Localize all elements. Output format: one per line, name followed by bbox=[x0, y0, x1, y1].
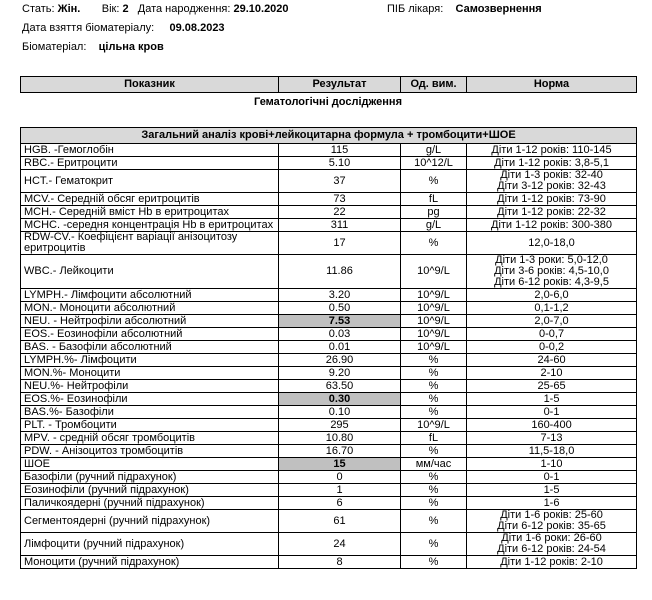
section-title: Гематологічні дослідження bbox=[254, 96, 402, 108]
table-row bbox=[21, 393, 637, 406]
age-label: Вік: bbox=[101, 3, 120, 15]
norm-line: Діти 1-3 років: 32-40 bbox=[500, 169, 603, 181]
column-header-result: Результат bbox=[279, 77, 401, 93]
norm-line: Діти 1-12 років: 73-90 bbox=[497, 192, 606, 205]
table-row bbox=[21, 170, 637, 193]
sex-label: Стать: bbox=[22, 3, 55, 15]
norm-value bbox=[467, 510, 637, 533]
unit-value: 10^9/L bbox=[401, 341, 467, 354]
result-value: 0.50 bbox=[279, 302, 401, 315]
result-value: 37 bbox=[279, 170, 401, 193]
norm-line: 2,0-6,0 bbox=[534, 288, 569, 301]
indicator-name: ШОЕ bbox=[21, 458, 279, 471]
norm-line: 11,5-18,0 bbox=[528, 444, 575, 457]
unit-value: % bbox=[401, 445, 467, 458]
sample-date-label: Дата взяття біоматеріалу: bbox=[22, 22, 155, 34]
indicator-name: Паличкоядерні (ручний підрахунок) bbox=[21, 497, 279, 510]
norm-value bbox=[467, 406, 637, 419]
result-value: 7.53 bbox=[279, 315, 401, 328]
result-value: 9.20 bbox=[279, 367, 401, 380]
table-row bbox=[21, 157, 637, 170]
norm-line: Діти 6-12 років: 24-54 bbox=[497, 543, 606, 555]
norm-line: Діти 1-12 років: 3,8-5,1 bbox=[494, 156, 609, 169]
unit-value: % bbox=[401, 393, 467, 406]
unit-value: % bbox=[401, 406, 467, 419]
norm-line: 2-10 bbox=[540, 366, 563, 379]
norm-value bbox=[467, 157, 637, 170]
result-value: 0 bbox=[279, 471, 401, 484]
norm-line: 1-5 bbox=[543, 392, 560, 405]
table-row bbox=[21, 471, 637, 484]
indicator-name: NEU.%- Нейтрофіли bbox=[21, 380, 279, 393]
result-value: 5.10 bbox=[279, 157, 401, 170]
result-value: 61 bbox=[279, 510, 401, 533]
norm-value bbox=[467, 255, 637, 289]
indicator-name: Лімфоцити (ручний підрахунок) bbox=[21, 533, 279, 556]
results-table bbox=[20, 127, 637, 569]
table-row bbox=[21, 341, 637, 354]
norm-line: 0,1-1,2 bbox=[534, 301, 569, 314]
column-header-unit: Од. вим. bbox=[401, 77, 467, 93]
norm-value bbox=[467, 393, 637, 406]
norm-line: 2,0-7,0 bbox=[534, 314, 569, 327]
unit-value: 10^9/L bbox=[401, 419, 467, 432]
dob-value: 29.10.2020 bbox=[233, 3, 289, 15]
norm-value bbox=[467, 144, 637, 157]
age-value: 2 bbox=[122, 3, 129, 15]
indicator-name: PDW. - Анізоцитоз тромбоцитів bbox=[21, 445, 279, 458]
table-row bbox=[21, 219, 637, 232]
unit-value: 10^9/L bbox=[401, 302, 467, 315]
table-row bbox=[21, 315, 637, 328]
unit-value: pg bbox=[401, 206, 467, 219]
unit-value: 10^12/L bbox=[401, 157, 467, 170]
unit-value: % bbox=[401, 354, 467, 367]
column-header-name: Показник bbox=[21, 77, 279, 93]
biomaterial-label: Біоматеріал: bbox=[22, 41, 87, 53]
result-value: 3.20 bbox=[279, 289, 401, 302]
result-value: 63.50 bbox=[279, 380, 401, 393]
norm-value bbox=[467, 193, 637, 206]
indicator-name: RBC.- Еритроцити bbox=[21, 157, 279, 170]
norm-value bbox=[467, 170, 637, 193]
norm-line: Діти 1-6 роки: 26-60 bbox=[501, 532, 602, 544]
indicator-name: MON.- Моноцити абсолютний bbox=[21, 302, 279, 315]
table-row bbox=[21, 367, 637, 380]
result-value: 0.10 bbox=[279, 406, 401, 419]
biomaterial-value: цільна кров bbox=[98, 41, 164, 53]
result-value: 15 bbox=[279, 458, 401, 471]
norm-value bbox=[467, 219, 637, 232]
norm-line: Діти 1-12 років: 110-145 bbox=[491, 143, 612, 156]
result-value: 16.70 bbox=[279, 445, 401, 458]
norm-value bbox=[467, 419, 637, 432]
table-row bbox=[21, 193, 637, 206]
norm-line: 0-1 bbox=[543, 470, 560, 483]
unit-value: % bbox=[401, 556, 467, 569]
norm-value bbox=[467, 354, 637, 367]
table-row bbox=[21, 380, 637, 393]
norm-value bbox=[467, 497, 637, 510]
result-value: 1 bbox=[279, 484, 401, 497]
norm-value bbox=[467, 341, 637, 354]
table-row bbox=[21, 232, 637, 255]
result-value: 22 bbox=[279, 206, 401, 219]
unit-value: % bbox=[401, 380, 467, 393]
dob-label: Дата народження: bbox=[137, 3, 231, 15]
indicator-name: BAS.%- Базофіли bbox=[21, 406, 279, 419]
norm-line: 0-1 bbox=[543, 405, 560, 418]
indicator-name: LYMPH.- Лімфоцити абсолютний bbox=[21, 289, 279, 302]
norm-value bbox=[467, 445, 637, 458]
norm-value bbox=[467, 533, 637, 556]
norm-value bbox=[467, 484, 637, 497]
norm-line: 25-65 bbox=[537, 379, 566, 392]
unit-value: мм/час bbox=[401, 458, 467, 471]
table-row bbox=[21, 458, 637, 471]
unit-value: fL bbox=[401, 432, 467, 445]
norm-line: 160-400 bbox=[531, 418, 572, 431]
patient-info-line bbox=[22, 3, 289, 16]
indicator-name: MPV. - средній обсяг тромбоцитів bbox=[21, 432, 279, 445]
table-row bbox=[21, 432, 637, 445]
unit-value: fL bbox=[401, 193, 467, 206]
table-row bbox=[21, 497, 637, 510]
norm-value bbox=[467, 458, 637, 471]
norm-line: Діти 1-12 років: 2-10 bbox=[500, 555, 603, 568]
norm-line: 1-10 bbox=[540, 457, 563, 470]
doctor-info bbox=[387, 3, 542, 16]
norm-value bbox=[467, 380, 637, 393]
table-row bbox=[21, 406, 637, 419]
norm-line: 0-0,7 bbox=[538, 327, 565, 340]
unit-value: 10^9/L bbox=[401, 315, 467, 328]
norm-line: 7-13 bbox=[540, 431, 563, 444]
unit-value: 10^9/L bbox=[401, 328, 467, 341]
column-header-norm: Норма bbox=[467, 77, 637, 93]
indicator-name: MCHC. -середня концентрація Hb в еритроцитах bbox=[21, 219, 279, 232]
norm-line: 12,0-18,0 bbox=[528, 236, 575, 249]
table-row bbox=[21, 328, 637, 341]
doctor-label: ПІБ лікаря: bbox=[387, 3, 444, 15]
norm-value bbox=[467, 556, 637, 569]
indicator-name: PLT. - Тромбоцити bbox=[21, 419, 279, 432]
norm-value bbox=[467, 289, 637, 302]
indicator-name: Базофіли (ручний підрахунок) bbox=[21, 471, 279, 484]
norm-line: 24-60 bbox=[537, 353, 566, 366]
sample-date-value: 09.08.2023 bbox=[169, 22, 225, 34]
unit-value: % bbox=[401, 232, 467, 255]
indicator-name: EOS.%- Еозинофіли bbox=[21, 393, 279, 406]
norm-line: Діти 3-12 років: 32-43 bbox=[497, 180, 606, 192]
indicator-name: HGB. -Гемоглобін bbox=[21, 144, 279, 157]
result-value: 0.03 bbox=[279, 328, 401, 341]
indicator-name: Сегментоядерні (ручний підрахунок) bbox=[21, 510, 279, 533]
table-row bbox=[21, 206, 637, 219]
norm-line: 1-6 bbox=[543, 496, 560, 509]
indicator-name: WBC.- Лейкоцити bbox=[21, 255, 279, 289]
norm-value bbox=[467, 232, 637, 255]
table-row bbox=[21, 289, 637, 302]
table-row bbox=[21, 302, 637, 315]
norm-line: Діти 1-3 роки: 5,0-12,0 bbox=[495, 254, 608, 266]
norm-line: Діти 6-12 років: 35-65 bbox=[497, 520, 606, 532]
result-value: 24 bbox=[279, 533, 401, 556]
table-row bbox=[21, 484, 637, 497]
result-value: 115 bbox=[279, 144, 401, 157]
norm-value bbox=[467, 206, 637, 219]
table-row bbox=[21, 510, 637, 533]
results-body bbox=[21, 144, 637, 569]
result-value: 10.80 bbox=[279, 432, 401, 445]
result-value: 73 bbox=[279, 193, 401, 206]
unit-value: 10^9/L bbox=[401, 255, 467, 289]
norm-line: 1-5 bbox=[543, 483, 560, 496]
table-row bbox=[21, 255, 637, 289]
indicator-name: MCV.- Середній обсяг еритроцитів bbox=[21, 193, 279, 206]
norm-line: Діти 1-12 років: 22-32 bbox=[497, 205, 606, 218]
norm-value bbox=[467, 328, 637, 341]
unit-value: % bbox=[401, 471, 467, 484]
indicator-name: HCT.- Гематокрит bbox=[21, 170, 279, 193]
result-value: 0.01 bbox=[279, 341, 401, 354]
column-header-table bbox=[20, 76, 637, 93]
indicator-name: NEU. - Нейтрофіли абсолютний bbox=[21, 315, 279, 328]
norm-line: Діти 3-6 років: 4,5-10,0 bbox=[494, 265, 609, 277]
result-value: 0.30 bbox=[279, 393, 401, 406]
result-value: 11.86 bbox=[279, 255, 401, 289]
norm-line: Діти 1-6 років: 25-60 bbox=[500, 509, 603, 521]
unit-value: 10^9/L bbox=[401, 289, 467, 302]
indicator-name: Еозинофіли (ручний підрахунок) bbox=[21, 484, 279, 497]
result-value: 311 bbox=[279, 219, 401, 232]
biomaterial-line bbox=[22, 41, 164, 54]
table-row bbox=[21, 533, 637, 556]
result-value: 6 bbox=[279, 497, 401, 510]
unit-value: % bbox=[401, 170, 467, 193]
table-row bbox=[21, 354, 637, 367]
table-row bbox=[21, 144, 637, 157]
indicator-name: BAS. - Базофіли абсолютний bbox=[21, 341, 279, 354]
norm-value bbox=[467, 367, 637, 380]
sample-date-line bbox=[22, 22, 225, 35]
norm-line: Діти 6-12 років: 4,3-9,5 bbox=[494, 276, 609, 288]
result-value: 26.90 bbox=[279, 354, 401, 367]
unit-value: % bbox=[401, 533, 467, 556]
indicator-name: MCH.- Середній вміст Hb в еритроцитах bbox=[21, 206, 279, 219]
table-row bbox=[21, 556, 637, 569]
result-value: 8 bbox=[279, 556, 401, 569]
indicator-name: RDW-CV.- Коефіцієнт варіації анізоцитозу еритроцитів bbox=[21, 232, 279, 255]
unit-value: g/L bbox=[401, 219, 467, 232]
norm-value bbox=[467, 432, 637, 445]
norm-value bbox=[467, 471, 637, 484]
result-value: 17 bbox=[279, 232, 401, 255]
unit-value: g/L bbox=[401, 144, 467, 157]
unit-value: % bbox=[401, 510, 467, 533]
norm-value bbox=[467, 315, 637, 328]
unit-value: % bbox=[401, 484, 467, 497]
panel-title: Загальний аналіз крові+лейкоцитарна формула + тромбоцити+ШОЕ bbox=[21, 128, 637, 144]
unit-value: % bbox=[401, 497, 467, 510]
table-row bbox=[21, 419, 637, 432]
norm-line: 0-0,2 bbox=[538, 340, 565, 353]
indicator-name: MON.%- Моноцити bbox=[21, 367, 279, 380]
norm-line: Діти 1-12 років: 300-380 bbox=[491, 218, 613, 231]
indicator-name: EOS.- Еозинофіли абсолютний bbox=[21, 328, 279, 341]
unit-value: % bbox=[401, 367, 467, 380]
doctor-value: Самозвернення bbox=[455, 3, 542, 15]
norm-value bbox=[467, 302, 637, 315]
indicator-name: LYMPH.%- Лімфоцити bbox=[21, 354, 279, 367]
indicator-name: Моноцити (ручний підрахунок) bbox=[21, 556, 279, 569]
result-value: 295 bbox=[279, 419, 401, 432]
sex-value: Жін. bbox=[57, 3, 81, 15]
table-row bbox=[21, 445, 637, 458]
